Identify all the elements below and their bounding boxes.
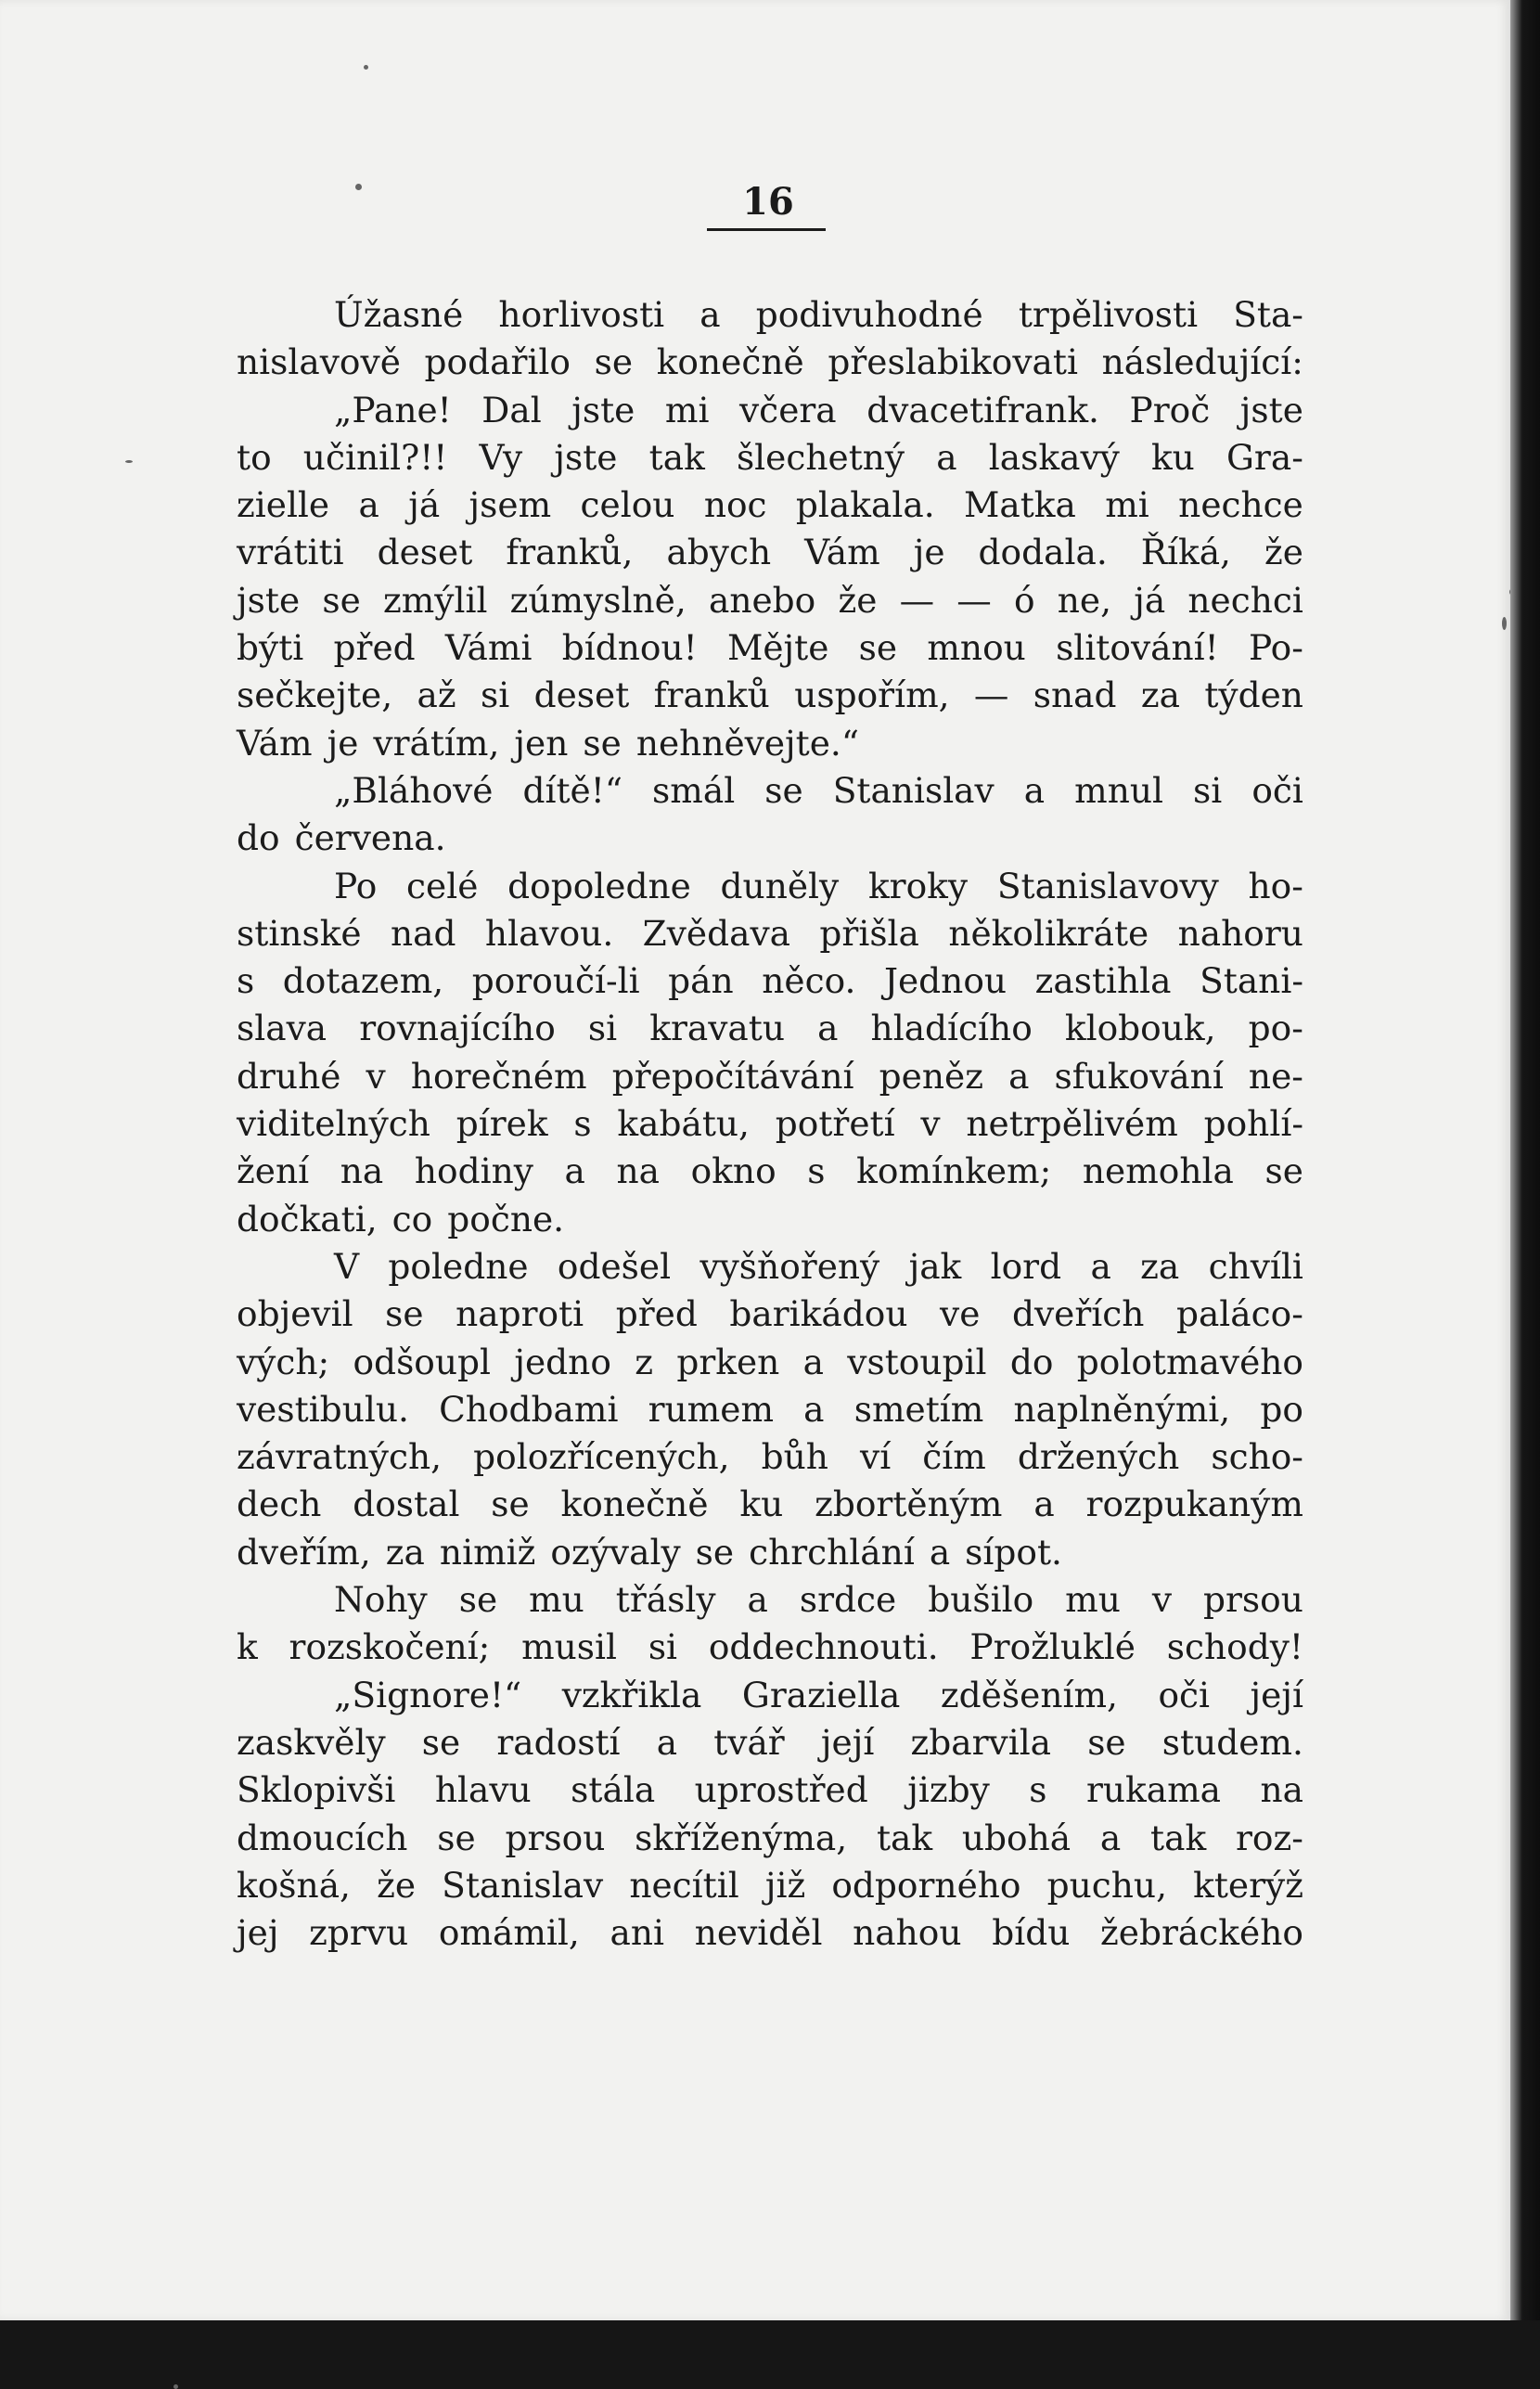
text-line: žení na hodiny a na okno s komínkem; nemohla se [237,1150,1303,1192]
text-line: Po celé dopoledne duněly kroky Stanislavovy ho- [334,865,1303,906]
paper-speck [173,2384,178,2389]
text-line: zaskvěly se radostí a tvář její zbarvila se studem. [237,1721,1303,1763]
text-line: vrátiti deset franků, abych Vám je dodala. Říká, že [237,532,1303,573]
text-line: košná, že Stanislav necítil již odporného puchu, kterýž [237,1864,1303,1906]
page-number: 16 [742,180,794,224]
text-line: sečkejte, až si deset franků uspořím, — snad za týden [237,674,1303,716]
text-line: vých; odšoupl jedno z prken a vstoupil do polotmavého [237,1341,1303,1382]
text-line: býti před Vámi bídnou! Mějte se mnou slitování! Po- [237,627,1303,669]
page-number-rule [707,228,826,231]
paper-speck [1502,617,1507,630]
text-line: Sklopivši hlavu stála uprostřed jizby s rukama na [237,1769,1303,1811]
text-line: „Signore!“ vzkřikla Graziella zděšením, oči její [334,1674,1303,1715]
text-line: druhé v horečném přepočítávání peněz a sfukování ne- [237,1055,1303,1097]
text-line: V poledne odešel vyšňořený jak lord a za chvíli [334,1245,1303,1287]
text-line: „Bláhové dítě!“ smál se Stanislav a mnul si oči [334,769,1303,811]
text-line: s dotazem, poroučí-li pán něco. Jednou zastihla Stani- [237,960,1303,1002]
text-line: Vám je vrátím, jen se nehněvejte.“ [237,722,860,764]
paper-speck [364,65,368,70]
text-line: dočkati, co počne. [237,1198,565,1239]
text-line: zielle a já jsem celou noc plakala. Matka mi nechce [237,484,1303,526]
text-line: viditelných pírek s kabátu, potřetí v netrpělivém pohlí- [237,1103,1303,1145]
text-line: Úžasné horlivosti a podivuhodné trpělivosti Sta- [334,294,1303,335]
text-line: nislavově podařilo se konečně přeslabikovati následující: [237,341,1303,383]
body-text [237,291,1303,1957]
text-line: do červena. [237,817,446,859]
text-line: jste se zmýlil zúmyslně, anebo že — — ó ne, já nechci [237,579,1303,621]
text-line: slava rovnajícího si kravatu a hladícího klobouk, po- [237,1008,1303,1049]
paper-speck [355,184,362,190]
text-line: závratných, polozřícených, bůh ví čím držených scho- [237,1436,1303,1478]
text-line: dech dostal se konečně ku zbortěným a rozpukaným [237,1483,1303,1525]
paper-speck [125,460,133,463]
text-line: dveřím, za nimiž ozývaly se chrchlání a sípot. [237,1531,1062,1573]
text-line: objevil se naproti před barikádou ve dveřích paláco- [237,1293,1303,1335]
scan-edge [1510,0,1540,2320]
text-line: stinské nad hlavou. Zvědava přišla několikráte nahoru [237,912,1303,954]
text-line: to učinil?!! Vy jste tak šlechetný a laskavý ku Gra- [237,436,1303,478]
text-line: Nohy se mu třásly a srdce bušilo mu v prsou [334,1579,1303,1621]
text-line: dmoucích se prsou skříženýma, tak ubohá a tak roz- [237,1817,1303,1858]
text-line: vestibulu. Chodbami rumem a smetím naplněnými, po [237,1388,1303,1430]
text-line: „Pane! Dal jste mi včera dvacetifrank. Proč jste [334,389,1303,430]
text-line: k rozskočení; musil si oddechnouti. Prožluklé schody! [237,1626,1303,1668]
text-line: jej zprvu omámil, ani neviděl nahou bídu žebráckého [237,1912,1303,1954]
